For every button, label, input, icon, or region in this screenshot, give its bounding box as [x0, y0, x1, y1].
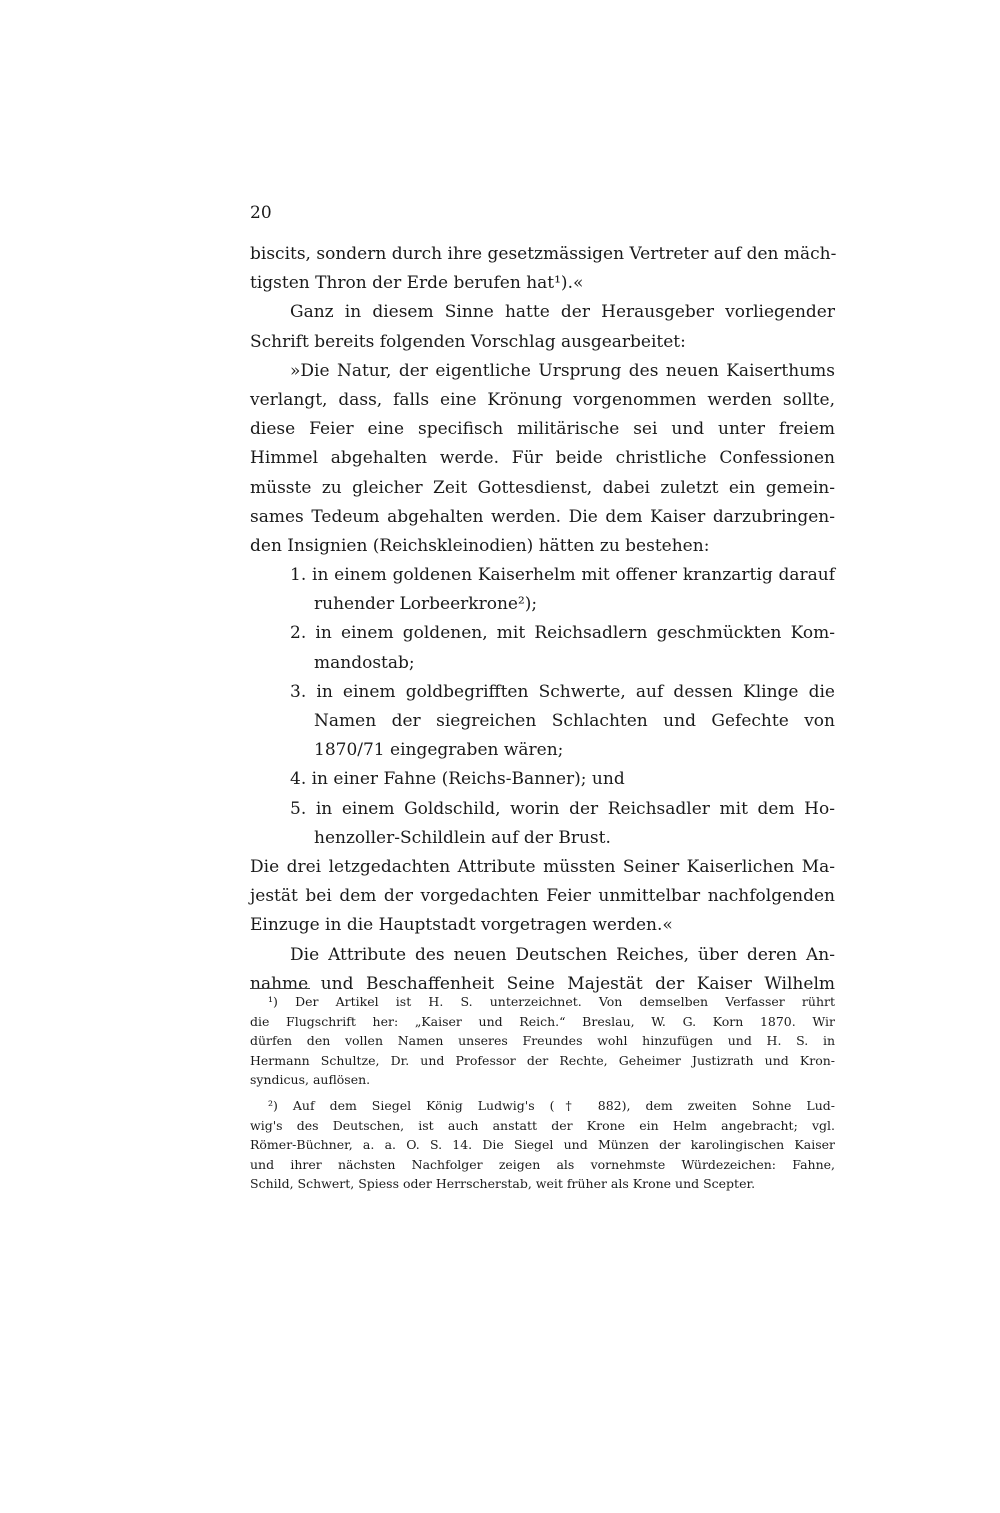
- body-line: 1870/71 eingegraben wären;: [314, 740, 564, 761]
- footnotes-block: [250, 992, 835, 1194]
- footnote-line: syndicus, auflösen.: [250, 1072, 371, 1088]
- footnote-line: und ihrer nächsten Nachfolger zeigen als vornehmste Würdezeichen: Fahne,: [250, 1156, 835, 1172]
- body-line: den Insignien (Reichskleinodien) hätten zu bestehen:: [250, 535, 710, 556]
- body-line: jestät bei dem der vorgedachten Feier unmittelbar nachfolgenden: [250, 886, 835, 907]
- body-line: biscits, sondern durch ihre gesetzmässigen Vertreter auf den mäch-: [250, 244, 837, 264]
- body-line: 5. in einem Goldschild, worin der Reichsadler mit dem Ho-: [290, 798, 835, 819]
- body-line: henzoller-Schildlein auf der Brust.: [314, 827, 611, 848]
- footnote-separator: [250, 988, 310, 989]
- footnote-line: ¹) Der Artikel ist H. S. unterzeichnet. Von demselben Verfasser rührt: [268, 994, 835, 1009]
- body-line: nahme und Beschaffenheit Seine Majestät der Kaiser Wilhelm: [250, 973, 835, 994]
- body-line: 4. in einer Fahne (Reichs-Banner); und: [290, 769, 625, 790]
- footnote-line: Hermann Schultze, Dr. und Professor der Rechte, Geheimer Justizrath und Kron-: [250, 1052, 835, 1068]
- body-line: verlangt, dass, falls eine Krönung vorgenommen werden sollte,: [250, 389, 835, 410]
- body-line: diese Feier eine specifisch militärische sei und unter freiem: [250, 419, 835, 440]
- footnote-line: die Flugschrift her: „Kaiser und Reich.“ Breslau, W. G. Korn 1870. Wir: [250, 1013, 835, 1029]
- footnote-line: Schild, Schwert, Spiess oder Herrscherstab, weit früher als Krone und Scepter.: [250, 1176, 756, 1192]
- body-line: Ganz in diesem Sinne hatte der Herausgeber vorliegender: [290, 302, 835, 323]
- main-text-block: [250, 240, 835, 999]
- footnote-line: ²) Auf dem Siegel König Ludwig's († 882), dem zweiten Sohne Lud-: [268, 1097, 835, 1113]
- page-number: 20: [250, 203, 272, 223]
- body-line: mandostab;: [314, 652, 415, 673]
- body-line: Einzuge in die Hauptstadt vorgetragen werden.«: [250, 915, 673, 936]
- body-line: 2. in einem goldenen, mit Reichsadlern geschmückten Kom-: [290, 623, 835, 644]
- body-line: ruhender Lorbeerkrone²);: [314, 594, 538, 615]
- body-line: Schrift bereits folgenden Vorschlag ausgearbeitet:: [250, 331, 686, 352]
- body-line: tigsten Thron der Erde berufen hat¹).«: [250, 273, 584, 294]
- body-line: Die drei letzgedachten Attribute müssten Seiner Kaiserlichen Ma-: [250, 856, 835, 877]
- body-line: 1. in einem goldenen Kaiserhelm mit offener kranzartig darauf: [290, 565, 835, 586]
- body-line: Namen der siegreichen Schlachten und Gefechte von: [314, 711, 835, 731]
- body-line: sames Tedeum abgehalten werden. Die dem Kaiser darzubringen-: [250, 506, 835, 527]
- body-line: Die Attribute des neuen Deutschen Reiches, über deren An-: [290, 944, 835, 965]
- footnote-line: Römer-Büchner, a. a. O. S. 14. Die Siegel und Münzen der karolingischen Kaiser: [250, 1137, 835, 1153]
- footnote-line: dürfen den vollen Namen unseres Freundes wohl hinzufügen und H. S. in: [250, 1033, 835, 1049]
- body-line: 3. in einem goldbegrifften Schwerte, auf dessen Klinge die: [290, 681, 835, 702]
- body-line: Himmel abgehalten werde. Für beide christliche Confessionen: [250, 448, 835, 469]
- body-line: müsste zu gleicher Zeit Gottesdienst, dabei zuletzt ein gemein-: [250, 477, 835, 498]
- body-line: »Die Natur, der eigentliche Ursprung des neuen Kaiserthums: [290, 360, 835, 381]
- footnote-line: wig's des Deutschen, ist auch anstatt der Krone ein Helm angebracht; vgl.: [250, 1117, 835, 1133]
